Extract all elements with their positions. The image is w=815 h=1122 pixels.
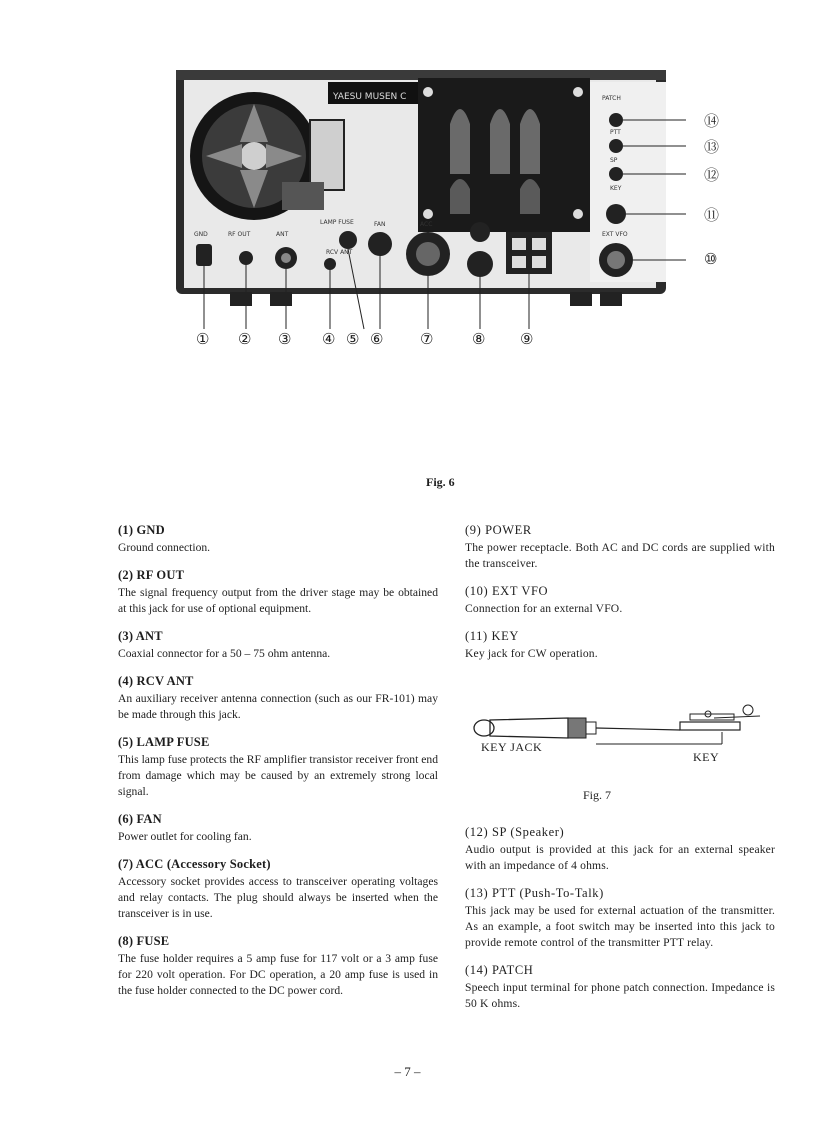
item-text: The fuse holder requires a 5 amp fuse for 117 volt or a 3 amp fuse for 220 volt operation. For DC operation, a 20 amp fuse is used in the fuse holder connected to the DC power cord. [118, 952, 438, 997]
item-rf-out [118, 568, 438, 617]
item-ext-vfo [465, 584, 775, 617]
item-fan [118, 812, 438, 845]
item-acc [118, 857, 438, 922]
panel-label-rcv-ant: RCV ANT [326, 249, 353, 256]
callout-10: ⑩ [704, 250, 718, 268]
item-fuse [118, 934, 438, 999]
nameplate-text: YAESU MUSEN C [333, 92, 407, 102]
lamp-fuse-holder [339, 231, 357, 249]
figure-7-caption: Fig. 7 [583, 788, 612, 802]
callout-7: ⑦ [420, 330, 434, 348]
callout-11: ⑪ [704, 206, 720, 224]
page-number: – 7 – [394, 1064, 421, 1079]
left-column [118, 523, 438, 1011]
panel-label-fan: FAN [374, 221, 386, 228]
panel-label-ext-vfo: EXT VFO [602, 231, 628, 238]
item-text: This jack may be used for external actuation of the transmitter. As an example, a foot switch may be inserted into this jack to provide remote control of the transmitter PTT relay. [465, 904, 775, 949]
item-lamp-fuse [118, 735, 438, 800]
callout-14: ⑭ [704, 112, 720, 130]
item-title: (13) PTT (Push-To-Talk) [465, 886, 604, 900]
patch-jack [609, 113, 623, 127]
item-title: (10) EXT VFO [465, 584, 549, 598]
callout-1: ① [196, 330, 210, 348]
fan-outlet [368, 232, 392, 256]
key-jack-label: KEY JACK [481, 740, 543, 754]
rf-out-jack [239, 251, 253, 265]
item-title: (1) GND [118, 523, 165, 537]
fan-bracket [310, 120, 344, 190]
panel-label-lamp-fuse: LAMP FUSE [320, 219, 354, 226]
figure-6-caption: Fig. 6 [426, 475, 455, 489]
callout-13: ⑬ [704, 138, 720, 156]
item-text: Ground connection. [118, 541, 211, 554]
callout-4: ④ [322, 330, 336, 348]
gnd-terminal [196, 244, 212, 266]
key-label: KEY [693, 750, 720, 764]
item-title: (9) POWER [465, 523, 532, 537]
item-title: (5) LAMP FUSE [118, 735, 210, 749]
callout-6: ⑥ [370, 330, 384, 348]
callout-3: ③ [278, 330, 292, 348]
panel-label-rf-out: RF OUT [228, 231, 251, 238]
item-text: Audio output is provided at this jack for an external speaker with an impedance of 4 ohms. [465, 843, 775, 872]
item-patch [465, 963, 775, 1012]
panel-label-patch: PATCH [602, 95, 621, 102]
item-title: (14) PATCH [465, 963, 534, 977]
key-jack [606, 204, 626, 224]
right-column-top [465, 523, 775, 674]
item-title: (6) FAN [118, 812, 162, 826]
key-plug-illustration [470, 700, 770, 775]
item-title: (12) SP (Speaker) [465, 825, 565, 839]
item-title: (7) ACC (Accessory Socket) [118, 857, 271, 871]
panel-label-acc: ACC [420, 221, 433, 228]
panel-label-sp: SP [610, 157, 618, 164]
sp-jack [609, 167, 623, 181]
panel-label-ant: ANT [276, 231, 289, 238]
item-text: This lamp fuse protects the RF amplifier transistor receiver front end from damage which may be caused by an extremely strong local signal. [118, 753, 438, 798]
item-rcv-ant [118, 674, 438, 723]
item-text: Key jack for CW operation. [465, 647, 598, 660]
item-gnd [118, 523, 438, 556]
item-title: (11) KEY [465, 629, 519, 643]
callout-5: ⑤ [346, 330, 360, 348]
panel-label-key: KEY [610, 185, 622, 192]
item-text: The signal frequency output from the driver stage may be obtained at this jack for use of optional equipment. [118, 586, 438, 615]
item-key [465, 629, 775, 662]
rcv-ant-jack [324, 258, 336, 270]
ptt-jack [609, 139, 623, 153]
item-title: (4) RCV ANT [118, 674, 194, 688]
item-title: (8) FUSE [118, 934, 170, 948]
item-text: The power receptacle. Both AC and DC cords are supplied with the transceiver. [465, 541, 775, 570]
callout-9: ⑨ [520, 330, 534, 348]
rear-panel-illustration [170, 64, 690, 334]
item-power [465, 523, 775, 572]
figure-7-key-jack [470, 700, 770, 775]
item-text: Speech input terminal for phone patch connection. Impedance is 50 K ohms. [465, 981, 775, 1010]
item-sp [465, 825, 775, 874]
callout-12: ⑫ [704, 166, 720, 184]
callout-8: ⑧ [472, 330, 486, 348]
item-text: Connection for an external VFO. [465, 602, 623, 615]
panel-label-gnd: GND [194, 231, 208, 238]
item-title: (3) ANT [118, 629, 163, 643]
item-text: Coaxial connector for a 50 – 75 ohm antenna. [118, 647, 331, 660]
item-text: Power outlet for cooling fan. [118, 830, 252, 843]
item-ptt [465, 886, 775, 951]
item-text: An auxiliary receiver antenna connection (such as our FR-101) may be made through this jack. [118, 692, 438, 721]
item-ant [118, 629, 438, 662]
panel-label-ptt: PTT [610, 129, 621, 136]
item-title: (2) RF OUT [118, 568, 185, 582]
fuse-holder [467, 251, 493, 277]
figure-6-rear-panel [170, 64, 690, 334]
callout-2: ② [238, 330, 252, 348]
right-column-bottom [465, 825, 775, 1024]
item-text: Accessory socket provides access to transceiver operating voltages and relay contacts. The plug should always be inserted when the transceiver is in use. [118, 875, 438, 920]
